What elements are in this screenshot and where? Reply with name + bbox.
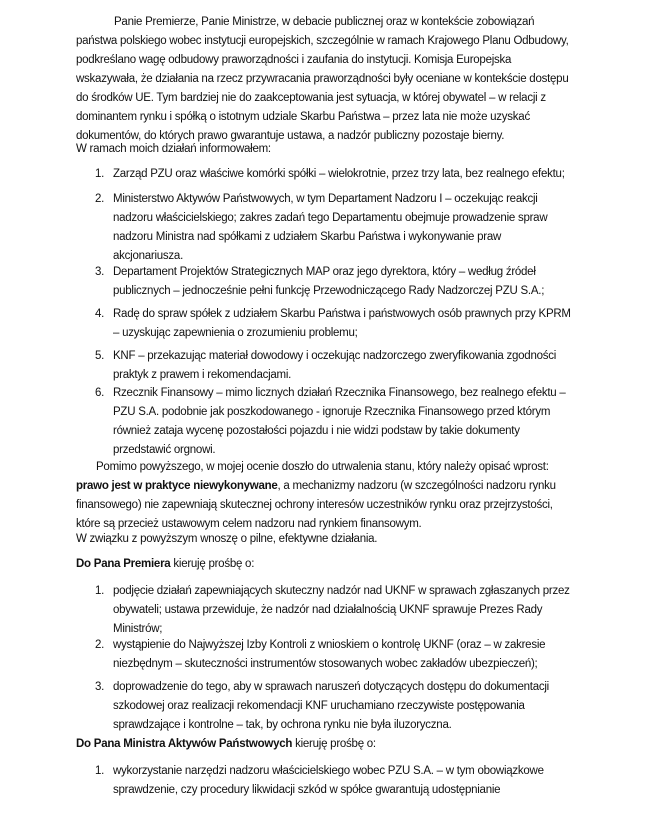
list-item [76,762,571,800]
list-number: 5. [95,350,105,362]
premier-heading-rest: kieruję prośbę o: [170,558,255,570]
minister-heading-rest: kieruję prośbę o: [292,738,376,750]
request-intro: W związku z powyższym wnoszę o pilne, efektywne działania. [76,533,378,545]
list-text: doprowadzenie do tego, aby w sprawach naruszeń dotyczących dostępu do dokumentacji szkodowej oraz realizacji rekomendacji KNF uruchamiano rzeczywiste postępowania sprawdzające i kontrolne – tak, by ochrona rynku nie była iluzoryczna. [113,681,549,731]
premier-heading-bold: Do Pana Premiera [76,558,171,570]
summary-text: Pomimo powyższego, w mojej ocenie doszło do utrwalenia stanu, który należy opisać wprost: [96,461,549,473]
list-text: Rzecznik Finansowy – mimo licznych działań Rzecznika Finansowego, bez realnego efektu – PZU S.A. podobnie jak poszkodowanego - ignoruje Rzecznika Finansowego przed którym również zataja wycenę pozostałości pojazdu i nie widzi podstaw by takie dokumenty przedstawić orgnowi. [113,387,566,456]
list-number: 4. [95,308,105,320]
minister-heading [76,735,571,754]
list-text: Ministerstwo Aktywów Państwowych, w tym Departament Nadzoru I – oczekując reakcji nadzoru właścicielskiego; zakres zadań tego Departamentu obejmuje prowadzenie spraw nadzoru Ministra nad spółkami z udziałem Skarbu Państwa i wykonywanie praw akcjonariusza. [113,193,548,262]
summary-emphasis: prawo jest w praktyce niewykonywane [76,480,278,492]
list-number: 3. [95,266,105,278]
summary-paragraph [76,458,571,534]
list-text: KNF – przekazując materiał dowodowy i oczekując nadzorczego zweryfikowania zgodności praktyk z prawem i rekomendacjami. [113,350,557,381]
list-item [76,636,571,674]
list-number: 1. [95,765,105,777]
list-number: 6. [95,387,105,399]
list-text: Radę do spraw spółek z udziałem Skarbu Państwa i państwowych osób prawnych przy KPRM – uzyskując zapewnienia o zrozumieniu problemu; [113,308,571,339]
list-item [76,263,571,301]
minister-heading-bold: Do Pana Ministra Aktywów Państwowych [76,738,293,750]
list-item [76,678,571,735]
list-item [76,384,571,460]
list-item [76,305,571,343]
list-number: 2. [95,639,105,651]
list-text: Zarząd PZU oraz właściwe komórki spółki – wielokrotnie, przez trzy lata, bez realnego efektu; [113,168,565,180]
list-number: 1. [95,585,105,597]
intro-text: Panie Premierze, Panie Ministrze, w debacie publicznej oraz w kontekście zobowiązań państwa polskiego wobec instytucji europejskich, szczególnie w ramach Krajowego Planu Odbudowy, podkreślano wagę odbudowy praworządności i zaufania do instytucji. Komisja Europejska wskazywała, że działania na rzecz przywracania praworządności były oceniane w kontekście dostępu do środków UE. Tym bardziej nie do zaakceptowania jest sytuacja, w której obywatel – w relacji z dominantem rynku i spółką o istotnym udziale Skarbu Państwa – przez lata nie może uzyskać dokumentów, do których prawo gwarantuje ustawa, a nadzór publiczny pozostaje bierny. [76,16,569,142]
list-number: 1. [95,168,105,180]
list-number: 2. [95,193,105,205]
informed-intro: W ramach moich działań informowałem: [76,143,271,155]
premier-heading [76,555,571,574]
list-text: podjęcie działań zapewniających skuteczny nadzór nad UKNF w sprawach zgłaszanych przez obywateli; ustawa przewiduje, że nadzór nad działalnością UKNF sprawuje Prezes Rady Ministrów; [113,585,570,635]
list-text: wystąpienie do Najwyższej Izby Kontroli z wnioskiem o kontrolę UKNF (oraz – w zakresie niezbędnym – skuteczności instrumentów stosowanych wobec zakładów ubezpieczeń); [113,639,546,670]
list-item [76,165,571,184]
intro-paragraph [76,13,571,146]
list-text: Departament Projektów Strategicznych MAP oraz jego dyrektora, który – według źródeł publicznych – jednocześnie pełni funkcję Przewodniczącego Rady Nadzorczej PZU S.A.; [113,266,545,297]
list-item [76,582,571,639]
list-text: wykorzystanie narzędzi nadzoru właścicielskiego wobec PZU S.A. – w tym obowiązkowe sprawdzenie, czy procedury likwidacji szkód w spółce gwarantują udostępnianie [113,765,544,796]
list-number: 3. [95,681,105,693]
list-item [76,190,571,266]
summary-text-continued: , a mechanizmy nadzoru (w szczególności nadzoru rynku finansowego) nie zapewniają skutecznej ochrony interesów uczestników rynku oraz przejrzystości, które są przecież ustawowym celem nadzoru nad rynkiem finansowym. [76,480,556,530]
list-item [76,347,571,385]
